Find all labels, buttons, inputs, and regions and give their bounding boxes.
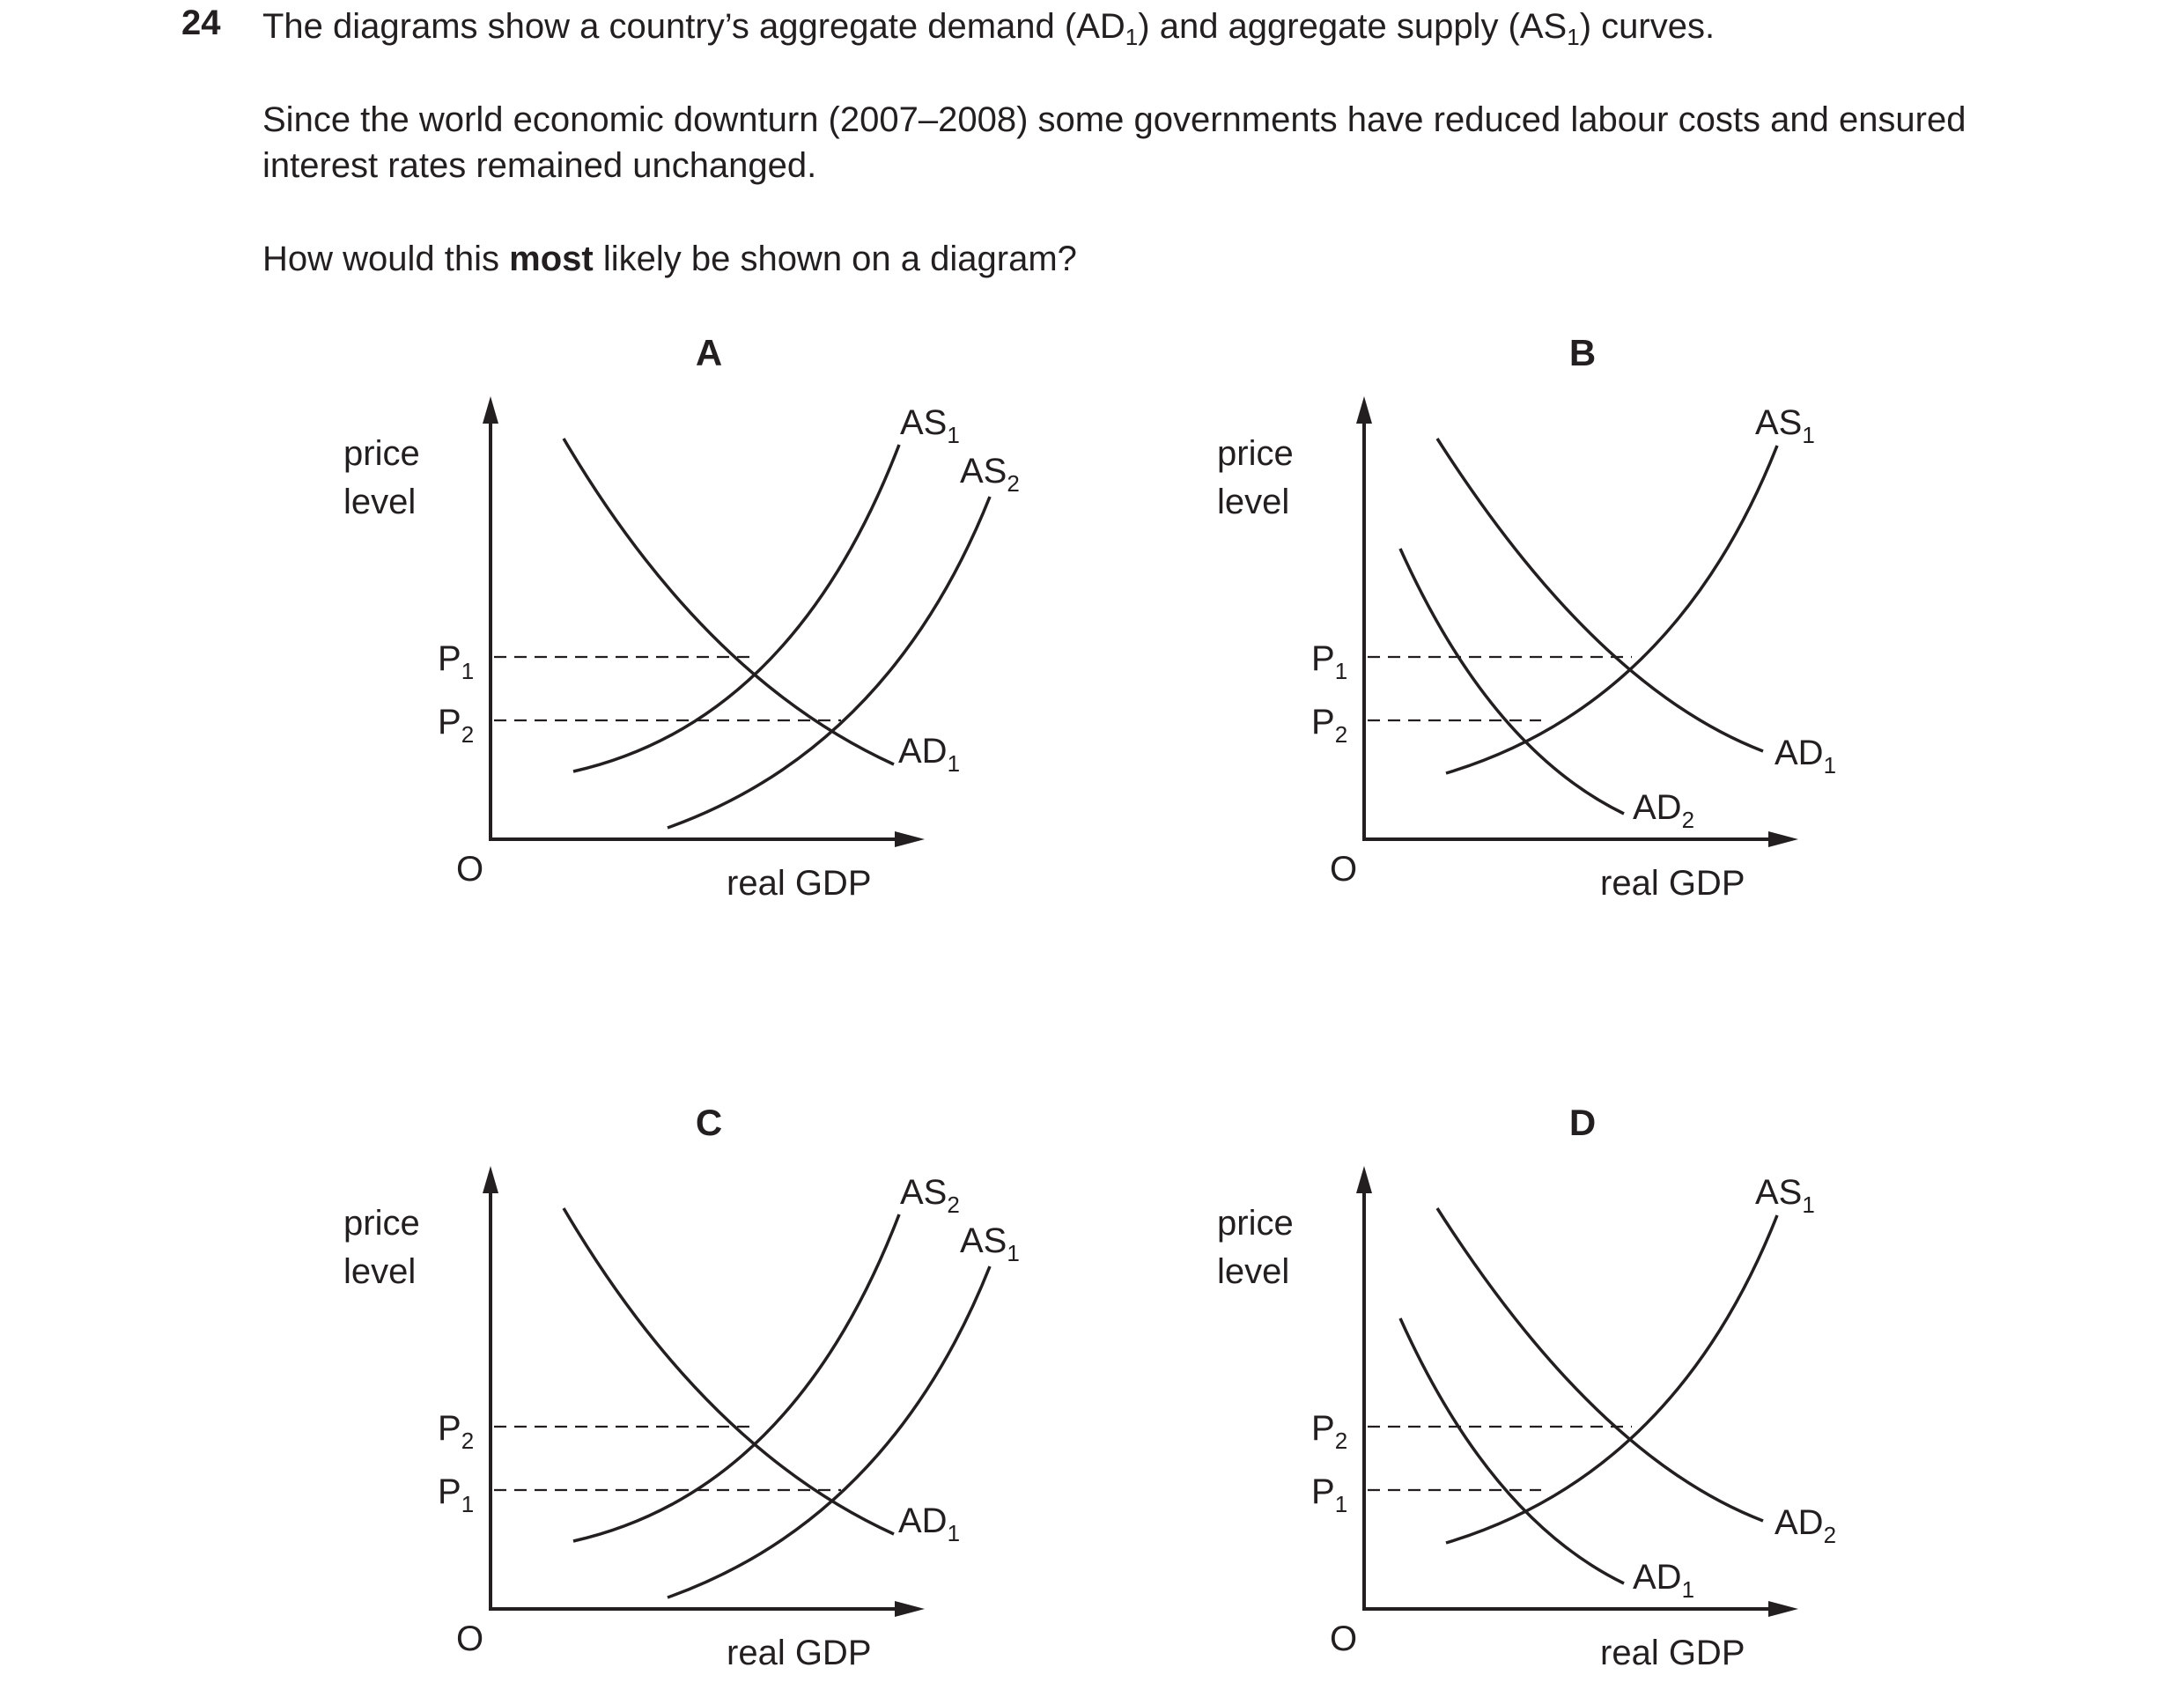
y-axis-arrow <box>1356 396 1372 424</box>
demand-curve-1 <box>564 1208 894 1534</box>
origin-label: O <box>456 850 484 889</box>
y-axis-arrow <box>483 1166 498 1193</box>
price-level-label: $P_1$ <box>1311 639 1348 684</box>
x-axis-label: real GDP <box>1600 1634 1745 1672</box>
y-axis-label-line1: price <box>343 434 420 473</box>
x-axis-arrow <box>1768 1601 1798 1617</box>
supply-curve-1 <box>668 1266 990 1597</box>
question-intro: The diagrams show a country’s aggregate demand $(AD_1)$ and aggregate supply $(AS_1)$ curves. <box>262 7 1715 50</box>
x-axis-arrow <box>895 1601 925 1617</box>
question-context: Since the world economic downturn (2007–2008) some governments have reduced labour costs and ensured interest rates remained unchanged. <box>262 100 1966 185</box>
x-axis-arrow <box>1768 831 1798 847</box>
demand-curve-2 <box>1400 549 1624 814</box>
option-b-diagram <box>1217 332 1836 903</box>
supply-curve-2 <box>573 1214 899 1541</box>
supply-label-1: $AS_1$ <box>960 1221 1020 1266</box>
price-level-label: $P_1$ <box>438 639 475 684</box>
origin-label: O <box>1330 850 1358 889</box>
supply-label-2: $AS_2$ <box>900 1173 960 1218</box>
option-letter: D <box>1568 1102 1597 1143</box>
option-d-diagram <box>1217 1102 1836 1672</box>
price-level-label: $P_2$ <box>438 1409 475 1454</box>
origin-label: O <box>1330 1620 1358 1658</box>
demand-curve-1 <box>1437 439 1763 751</box>
price-level-label: $P_1$ <box>438 1472 475 1517</box>
x-axis-arrow <box>895 831 925 847</box>
option-a-diagram <box>343 332 1020 903</box>
question-prompt: How would this most likely be shown on a diagram? <box>262 240 1077 278</box>
demand-label-1: $AD_1$ <box>898 732 961 777</box>
y-axis-label-line2: level <box>343 1252 417 1291</box>
question-number: 24 <box>181 4 221 42</box>
supply-curve-1 <box>1446 446 1777 773</box>
y-axis-label-line1: price <box>1217 1204 1294 1243</box>
option-c-diagram <box>343 1102 1020 1672</box>
demand-label-2: $AD_2$ <box>1633 788 1695 833</box>
y-axis-arrow <box>483 396 498 424</box>
demand-curve-2 <box>1437 1208 1763 1521</box>
option-letter: A <box>695 332 723 373</box>
supply-curve-1 <box>1446 1215 1777 1543</box>
demand-label-2: $AD_2$ <box>1774 1503 1837 1548</box>
demand-label-1: $AD_1$ <box>1633 1558 1695 1603</box>
demand-label-1: $AD_1$ <box>1774 734 1837 778</box>
y-axis-label-line2: level <box>343 483 417 521</box>
supply-label-2: $AS_2$ <box>960 452 1020 497</box>
origin-label: O <box>456 1620 484 1658</box>
supply-label-1: $AS_1$ <box>900 403 960 448</box>
price-level-label: $P_2$ <box>1311 703 1348 748</box>
y-axis-label-line2: level <box>1217 1252 1290 1291</box>
y-axis-arrow <box>1356 1166 1372 1193</box>
y-axis-label-line1: price <box>343 1204 420 1243</box>
demand-curve-1 <box>1400 1318 1624 1583</box>
demand-label-1: $AD_1$ <box>898 1501 961 1546</box>
option-letter: C <box>695 1102 723 1143</box>
x-axis-label: real GDP <box>727 864 872 903</box>
supply-curve-1 <box>573 445 899 771</box>
demand-curve-1 <box>564 439 894 764</box>
y-axis-label-line2: level <box>1217 483 1290 521</box>
x-axis-label: real GDP <box>727 1634 872 1672</box>
supply-curve-2 <box>668 497 990 828</box>
y-axis-label-line1: price <box>1217 434 1294 473</box>
price-level-label: $P_2$ <box>1311 1409 1348 1454</box>
option-letter: B <box>1568 332 1597 373</box>
supply-label-1: $AS_1$ <box>1755 403 1815 448</box>
price-level-label: $P_2$ <box>438 703 475 748</box>
x-axis-label: real GDP <box>1600 864 1745 903</box>
supply-label-1: $AS_1$ <box>1755 1173 1815 1218</box>
price-level-label: $P_1$ <box>1311 1472 1348 1517</box>
